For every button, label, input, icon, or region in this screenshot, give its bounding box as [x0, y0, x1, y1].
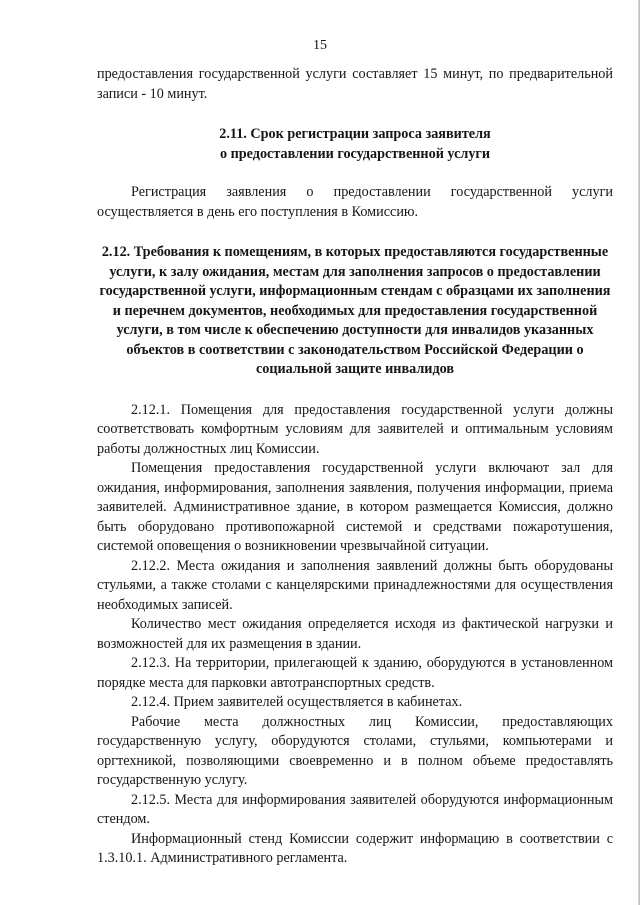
paragraph-info-stand: Информационный стенд Комиссии содержит информацию в соответствии с 1.3.10.1. Административного регламента. — [97, 830, 613, 866]
paragraph-2-12-3: 2.12.3. На территории, прилегающей к зданию, оборудуются в установленном порядке места для парковки автотранспортных средств. — [97, 655, 613, 691]
page-number: 15 — [313, 38, 327, 53]
paragraph-workplaces: Рабочие места должностных лиц Комиссии, предоставляющих государственную услугу, оборудуются столами, стульями, компьютерами и оргтехникой, позволяющими своевременно и в полном объеме предоставлять государственную услугу. — [97, 713, 613, 788]
intro-paragraph: предоставления государственной услуги составляет 15 минут, по предварительной записи - 10 минут. — [97, 66, 613, 102]
section-2-11-heading — [97, 124, 613, 164]
paragraph-2-12-1: 2.12.1. Помещения для предоставления государственной услуги должны соответствовать комфортным условиям для заявителей и оптимальным условиям работы должностных лиц Комиссии. — [97, 401, 613, 457]
section-2-12-heading: 2.12. Требования к помещениям, в которых предоставляются государственные услуги, к залу ожидания, местам для заполнения запросов о предоставлении государственной услуги, информационным стендам с образцами их заполнения и перечнем документов, необходимых для предоставления государственной услуги, в том числе к обеспечению доступности для инвалидов указанных объектов в соответствии с законодательством Российской Федерации о социальной защите инвалидов — [99, 244, 611, 377]
paragraph-waiting-places: Количество мест ожидания определяется исходя из фактической нагрузки и возможностей для их размещения в здании. — [97, 616, 613, 652]
paragraph-2-12-4: 2.12.4. Прием заявителей осуществляется в кабинетах. — [131, 694, 463, 710]
section-2-11-title-line2: о предоставлении государственной услуги — [219, 146, 491, 162]
document-body — [97, 65, 613, 869]
paragraph-2-12-5: 2.12.5. Места для информирования заявителей оборудуются информационным стендом. — [97, 791, 613, 827]
section-2-11-paragraph: Регистрация заявления о предоставлении государственной услуги осуществляется в день его поступления в Комиссию. — [97, 184, 613, 220]
paragraph-2-12-2: 2.12.2. Места ожидания и заполнения заявлений должны быть оборудованы стульями, а также столами с канцелярскими принадлежностями для осуществления необходимых записей. — [97, 557, 613, 613]
section-2-11-title-line1: 2.11. Срок регистрации запроса заявителя — [219, 126, 491, 142]
paragraph-premises: Помещения предоставления государственной услуги включают зал для ожидания, информирования, заполнения заявления, получения информации, приема заявителей. Административное здание, в котором размещается Комиссия, должно быть оборудовано противопожарной системой и средствами пожаротушения, системой оповещения о возникновении чрезвычайной ситуации. — [97, 460, 613, 554]
